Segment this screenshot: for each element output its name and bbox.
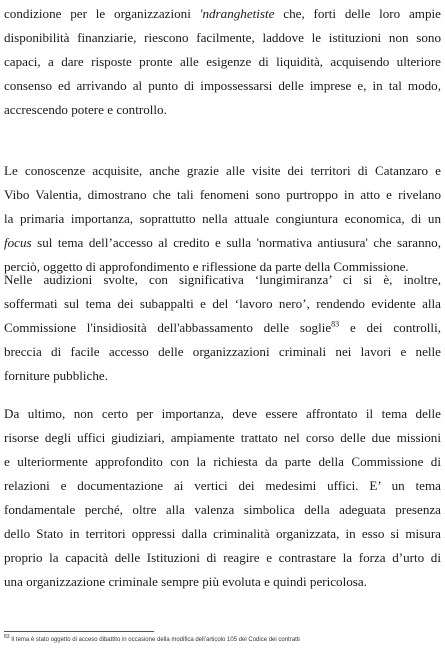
text-run: la primaria importanza, soprattutto nella attuale congiuntura economica, di un [4,211,441,226]
text-line [4,316,441,340]
footnote-text: Il tema è stato oggetto di acceso dibattito in occasione della modifica dell’articolo 105 del Codice dei contratti [9,637,300,643]
text-run: e ulteriormente approfondito con la richiesta da parte della Commissione di [4,454,441,469]
text-run: condizione per le organizzazioni [4,6,200,21]
text-line [4,402,441,426]
footnote-number: 83 [4,634,10,640]
footnote [4,636,441,644]
text-line [4,426,441,450]
text-run: proprio la capacità delle Istituzioni di reagire e contrastare la forza d’urto di [4,550,441,565]
text-run: e dei controlli, [339,320,441,335]
text-run: perciò, oggetto di approfondimento e riflessione da parte della Commissione. [4,259,409,274]
text-line [4,74,441,98]
text-line [4,159,441,183]
text-line [4,474,441,498]
footnote-reference: 83 [331,319,340,329]
text-run: Commissione l'insidiosità dell'abbassamento delle soglie [4,320,332,335]
text-run: accrescendo potere e controllo. [4,102,167,117]
text-run: sul tema dell’accesso al credito e sulla 'normativa antiusura' che saranno, [31,235,441,250]
text-run: dello Stato in territori oppressi dalla criminalità organizzata, in esso si misura [4,526,441,541]
paragraph-1 [4,2,441,122]
text-run: fondamentale perché, oltre alla valenza simbolica della adeguata presenza [4,502,441,517]
text-line [4,522,441,546]
text-run: disponibilità finanziarie, riescono facilmente, laddove le istituzioni non sono [4,30,441,45]
text-line [4,98,441,122]
paragraph-3 [4,268,441,388]
text-run: Nelle audizioni svolte, con significativa ‘lungimiranza’ ci si è, inoltre, [4,272,441,287]
text-line [4,207,441,231]
italic-term: 'ndranghetiste [199,6,275,21]
text-line [4,450,441,474]
paragraph-2 [4,159,441,279]
text-run: soffermati sul tema dei subappalti e del ‘lavoro nero’, rendendo evidente alla [4,296,441,311]
text-line [4,498,441,522]
text-line [4,292,441,316]
text-run: consenso ed arrivando al punto di impossessarsi delle imprese e, in tal modo, [4,78,441,93]
footnote-separator [4,631,154,632]
italic-term: focus [4,235,32,250]
text-run: risorse degli uffici giudiziari, ampiamente trattato nel corso delle due missioni [4,430,441,445]
text-line [4,364,441,388]
text-line [4,546,441,570]
text-run: capaci, a dare risposte pronte alle esigenze di liquidità, acquisendo ulteriore [4,54,441,69]
text-run: una organizzazione criminale sempre più evoluta e quindi pericolosa. [4,574,367,589]
text-line [4,26,441,50]
paragraph-4 [4,402,441,594]
text-run: Vibo Valentia, dimostrano che tali fenomeni sono purtroppo in atto e rivelano [4,187,441,202]
text-run: che, forti delle loro ampie [274,6,441,21]
text-line [4,2,441,26]
text-line [4,183,441,207]
text-line [4,268,441,292]
text-line [4,340,441,364]
text-run: breccia di facile accesso delle organizzazioni criminali nei lavori e nelle [4,344,441,359]
text-line [4,570,441,594]
text-line [4,50,441,74]
text-run: forniture pubbliche. [4,368,108,383]
text-line [4,231,441,255]
text-run: Le conoscenze acquisite, anche grazie alle visite dei territori di Catanzaro e [4,163,441,178]
text-run: relazioni e documentazione ai vertici dei medesimi uffici. E’ un tema [4,478,441,493]
text-run: Da ultimo, non certo per importanza, deve essere affrontato il tema delle [4,406,441,421]
